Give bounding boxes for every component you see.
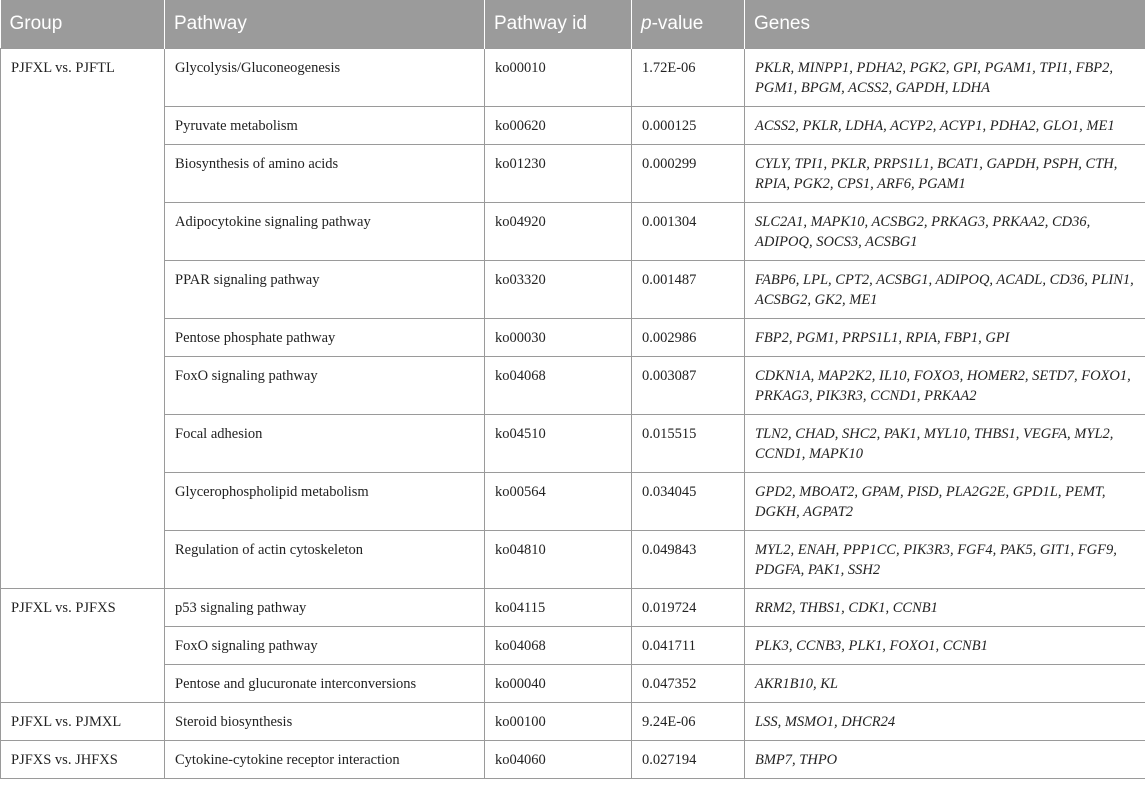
pathway-id-cell: ko00010 (485, 49, 632, 107)
genes-cell: RRM2, THBS1, CDK1, CCNB1 (745, 589, 1145, 627)
pathway-id-cell: ko04510 (485, 415, 632, 473)
pathway-id-cell: ko04068 (485, 357, 632, 415)
table-row (1, 627, 1145, 665)
p-value-cell: 0.034045 (632, 473, 745, 531)
header-pathway: Pathway (165, 0, 485, 49)
pathway-id-cell: ko00100 (485, 703, 632, 741)
pathway-cell: Adipocytokine signaling pathway (165, 203, 485, 261)
p-value-cell: 0.000299 (632, 145, 745, 203)
p-value-cell: 9.24E-06 (632, 703, 745, 741)
genes-cell: PKLR, MINPP1, PDHA2, PGK2, GPI, PGAM1, TPI1, FBP2, PGM1, BPGM, ACSS2, GAPDH, LDHA (745, 49, 1145, 107)
p-value-cell: 0.041711 (632, 627, 745, 665)
genes-cell: SLC2A1, MAPK10, ACSBG2, PRKAG3, PRKAA2, CD36, ADIPOQ, SOCS3, ACSBG1 (745, 203, 1145, 261)
pathway-cell: Glycerophospholipid metabolism (165, 473, 485, 531)
table-body (1, 49, 1145, 779)
pathway-cell: Biosynthesis of amino acids (165, 145, 485, 203)
group-cell: PJFXL vs. PJFXS (1, 589, 165, 703)
p-value-cell: 0.003087 (632, 357, 745, 415)
pathway-id-cell: ko04060 (485, 741, 632, 779)
pathway-id-cell: ko00030 (485, 319, 632, 357)
genes-cell: CYLY, TPI1, PKLR, PRPS1L1, BCAT1, GAPDH, PSPH, CTH, RPIA, PGK2, CPS1, ARF6, PGAM1 (745, 145, 1145, 203)
table-row (1, 49, 1145, 107)
header-p-value-italic: p (641, 13, 652, 34)
pathway-cell: Pentose phosphate pathway (165, 319, 485, 357)
pathway-id-cell: ko04920 (485, 203, 632, 261)
p-value-cell: 0.047352 (632, 665, 745, 703)
table-row (1, 357, 1145, 415)
p-value-cell: 0.001304 (632, 203, 745, 261)
pathway-cell: p53 signaling pathway (165, 589, 485, 627)
genes-cell: MYL2, ENAH, PPP1CC, PIK3R3, FGF4, PAK5, GIT1, FGF9, PDGFA, PAK1, SSH2 (745, 531, 1145, 589)
p-value-cell: 1.72E-06 (632, 49, 745, 107)
p-value-cell: 0.019724 (632, 589, 745, 627)
pathway-id-cell: ko00564 (485, 473, 632, 531)
table-row (1, 741, 1145, 779)
header-genes: Genes (745, 0, 1145, 49)
p-value-cell: 0.002986 (632, 319, 745, 357)
p-value-cell: 0.000125 (632, 107, 745, 145)
genes-cell: LSS, MSMO1, DHCR24 (745, 703, 1145, 741)
pathway-cell: Cytokine-cytokine receptor interaction (165, 741, 485, 779)
pathway-cell: Pyruvate metabolism (165, 107, 485, 145)
pathway-id-cell: ko03320 (485, 261, 632, 319)
header-p-value-rest: -value (651, 13, 704, 34)
header-pathway-id: Pathway id (485, 0, 632, 49)
p-value-cell: 0.015515 (632, 415, 745, 473)
pathway-cell: Glycolysis/Gluconeogenesis (165, 49, 485, 107)
table-row (1, 145, 1145, 203)
table-row (1, 531, 1145, 589)
pathway-cell: PPAR signaling pathway (165, 261, 485, 319)
pathway-cell: Pentose and glucuronate interconversions (165, 665, 485, 703)
table-row (1, 415, 1145, 473)
group-cell: PJFXS vs. JHFXS (1, 741, 165, 779)
pathway-id-cell: ko04810 (485, 531, 632, 589)
genes-cell: GPD2, MBOAT2, GPAM, PISD, PLA2G2E, GPD1L, PEMT, DGKH, AGPAT2 (745, 473, 1145, 531)
pathway-id-cell: ko01230 (485, 145, 632, 203)
group-cell: PJFXL vs. PJMXL (1, 703, 165, 741)
table-row (1, 319, 1145, 357)
pathway-id-cell: ko00620 (485, 107, 632, 145)
table-row (1, 703, 1145, 741)
p-value-cell: 0.001487 (632, 261, 745, 319)
table-row (1, 473, 1145, 531)
table-header (1, 0, 1145, 49)
table-row (1, 107, 1145, 145)
pathway-cell: Regulation of actin cytoskeleton (165, 531, 485, 589)
genes-cell: BMP7, THPO (745, 741, 1145, 779)
pathway-cell: FoxO signaling pathway (165, 627, 485, 665)
pathway-cell: Focal adhesion (165, 415, 485, 473)
table-row (1, 665, 1145, 703)
pathway-id-cell: ko04115 (485, 589, 632, 627)
pathway-cell: Steroid biosynthesis (165, 703, 485, 741)
table-row (1, 261, 1145, 319)
p-value-cell: 0.049843 (632, 531, 745, 589)
header-group: Group (1, 0, 165, 49)
genes-cell: FBP2, PGM1, PRPS1L1, RPIA, FBP1, GPI (745, 319, 1145, 357)
header-p-value (632, 0, 745, 49)
p-value-cell: 0.027194 (632, 741, 745, 779)
genes-cell: CDKN1A, MAP2K2, IL10, FOXO3, HOMER2, SETD7, FOXO1, PRKAG3, PIK3R3, CCND1, PRKAA2 (745, 357, 1145, 415)
header-row (1, 0, 1145, 49)
genes-cell: TLN2, CHAD, SHC2, PAK1, MYL10, THBS1, VEGFA, MYL2, CCND1, MAPK10 (745, 415, 1145, 473)
table-row (1, 589, 1145, 627)
table-row (1, 203, 1145, 261)
group-cell: PJFXL vs. PJFTL (1, 49, 165, 589)
genes-cell: FABP6, LPL, CPT2, ACSBG1, ADIPOQ, ACADL, CD36, PLIN1, ACSBG2, GK2, ME1 (745, 261, 1145, 319)
pathway-cell: FoxO signaling pathway (165, 357, 485, 415)
pathway-id-cell: ko04068 (485, 627, 632, 665)
genes-cell: ACSS2, PKLR, LDHA, ACYP2, ACYP1, PDHA2, GLO1, ME1 (745, 107, 1145, 145)
genes-cell: AKR1B10, KL (745, 665, 1145, 703)
pathway-id-cell: ko00040 (485, 665, 632, 703)
genes-cell: PLK3, CCNB3, PLK1, FOXO1, CCNB1 (745, 627, 1145, 665)
